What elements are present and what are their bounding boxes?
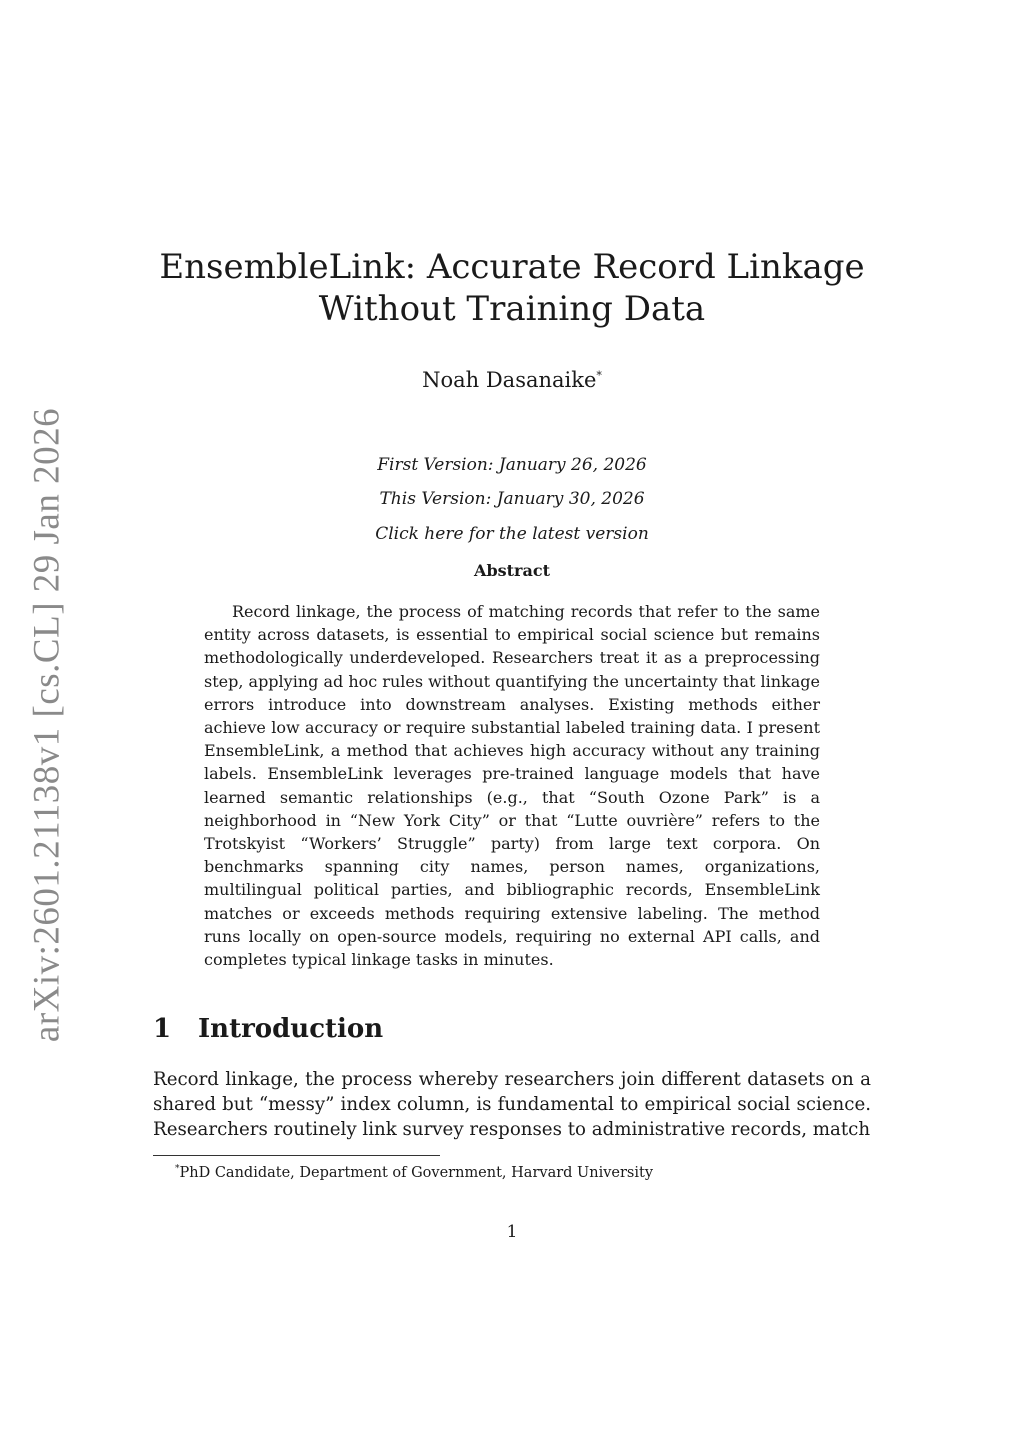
author-line — [150, 362, 874, 394]
paper-title-line-1: EnsembleLink: Accurate Record Linkage — [159, 247, 865, 287]
latest-version-link[interactable]: Click here for the latest version — [375, 524, 649, 544]
section-title: Introduction — [198, 1014, 384, 1044]
arxiv-identifier-stamp: arXiv:2601.21138v1 [cs.CL] 29 Jan 2026 — [26, 407, 68, 1043]
footnote — [175, 1159, 653, 1183]
abstract-text: Record linkage, the process of matching records that refer to the same entity across datasets, is essential to empirical social science but remains methodologically underdeveloped. Researchers treat it as a preprocessing step, applying ad hoc rules without quantifying the uncertainty that linkage errors introduce into downstream analyses. Existing methods either achieve low accuracy or require substantial labeled training data. I present EnsembleLink, a method that achieves high accuracy without any training labels. EnsembleLink leverages pre-trained language models that have learned semantic relationships (e.g., that “South Ozone Park” is a neighborhood in “New York City” or that “Lutte ouvrière” refers to the Trotskyist “Workers’ Struggle” party) from large text corpora. On benchmarks spanning city names, person names, organizations, multilingual political parties, and bibliographic records, EnsembleLink matches or exceeds methods requiring extensive labeling. The method runs locally on open-source models, requiring no external API calls, and completes typical linkage tasks in minutes. — [204, 602, 820, 970]
this-version-date: This Version: January 30, 2026 — [379, 489, 645, 509]
abstract-heading: Abstract — [474, 561, 550, 580]
footnote-text: PhD Candidate, Department of Government, Harvard University — [179, 1164, 654, 1181]
section-number: 1 — [153, 1014, 172, 1044]
introduction-text: Record linkage, the process whereby researchers join different datasets on a shared but “messy” index column, is fundamental to empirical social science. Researchers routinely link survey responses to administrative records, match — [153, 1069, 871, 1140]
footnote-divider — [153, 1155, 440, 1156]
paper-title — [150, 246, 874, 330]
footnote-mark: * — [175, 1164, 180, 1174]
paper-title-line-2: Without Training Data — [318, 289, 706, 329]
page-number: 1 — [506, 1222, 518, 1242]
section-heading-introduction — [153, 1012, 383, 1046]
first-version-date: First Version: January 26, 2026 — [377, 455, 647, 475]
author-footnote-mark: * — [596, 369, 602, 382]
author-name: Noah Dasanaike — [422, 368, 597, 392]
